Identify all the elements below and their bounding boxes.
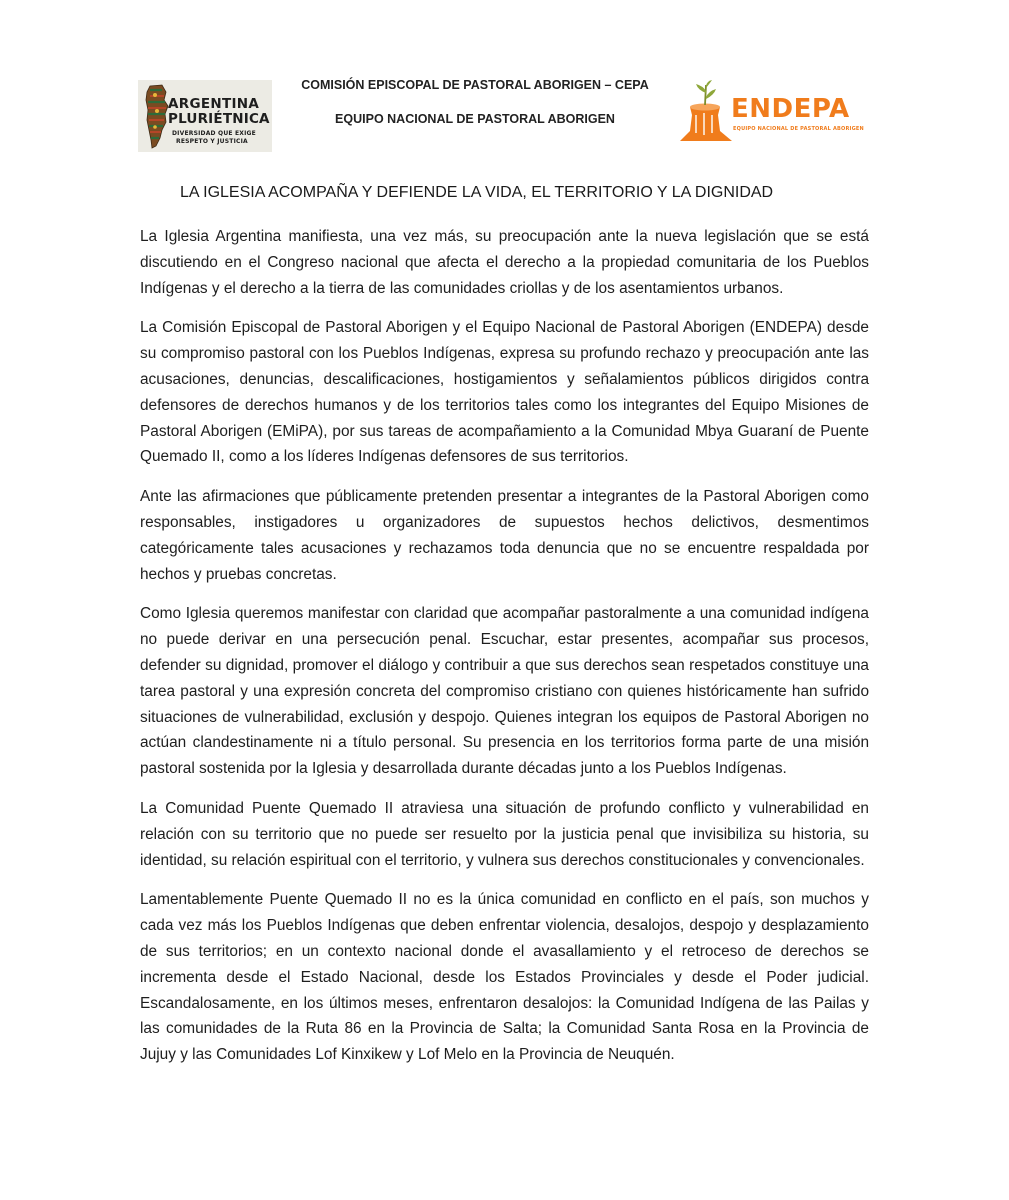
paragraph-3: Ante las afirmaciones que públicamente pretenden presentar a integrantes de la Pastoral Aborigen como responsables, instigadores u organizadores de supuestos hechos delictivos, desmentimos categóricamente tales acusaciones y rechazamos toda denuncia que no se encuentre respaldada por hechos y pruebas concretas. — [140, 488, 869, 583]
paragraph-6: Lamentablemente Puente Quemado II no es la única comunidad en conflicto en el país, son muchos y cada vez más los Pueblos Indígenas que deben enfrentar violencia, desalojos, despojo y desplazamiento de sus territorios; en un contexto nacional donde el avasallamiento y el retroceso de derechos se incrementa desde el Estado Nacional, desde los Estados Provinciales y desde el Poder judicial. Escandalosamente, en los últimos meses, enfrentaron desalojos: la Comunidad Indígena de las Pailas y las comunidades de la Ruta 86 en la Provincia de Salta; la Comunidad Santa Rosa en la Provincia de Jujuy y las Comunidades Lof Kinxikew y Lof Melo en la Provincia de Neuquén. — [140, 891, 869, 1064]
document-body — [140, 224, 869, 1082]
paragraph-2: La Comisión Episcopal de Pastoral Aborigen y el Equipo Nacional de Pastoral Aborigen (ENDEPA) desde su compromiso pastoral con los Pueblos Indígenas, expresa su profundo rechazo y preocupación ante las acusaciones, denuncias, descalificaciones, hostigamientos y señalamientos públicos dirigidos contra defensores de derechos humanos y de los territorios tales como los integrantes del Equipo Misiones de Pastoral Aborigen (EMiPA), por sus tareas de acompañamiento a la Comunidad Mbya Guaraní de Puente Quemado II, como a los líderes Indígenas defensores de sus territorios. — [140, 319, 869, 466]
paragraph-4: Como Iglesia queremos manifestar con claridad que acompañar pastoralmente a una comunidad indígena no puede derivar en una persecución penal. Escuchar, estar presentes, acompañar sus procesos, defender su dignidad, promover el diálogo y contribuir a que sus derechos sean respetados constituye una tarea pastoral y una expresión concreta del compromiso cristiano con quienes históricamente han sufrido situaciones de vulnerabilidad, exclusión y despojo. Quienes integran los equipos de Pastoral Aborigen no actúan clandestinamente ni a título personal. Su presencia en los territorios forma parte de una misión pastoral sostenida por la Iglesia y desarrollada durante décadas junto a los Pueblos Indígenas. — [140, 605, 869, 778]
header-organization-line: COMISIÓN EPISCOPAL DE PASTORAL ABORIGEN – CEPA — [301, 78, 649, 92]
document-title: LA IGLESIA ACOMPAÑA Y DEFIENDE LA VIDA, EL TERRITORIO Y LA DIGNIDAD — [180, 184, 774, 201]
logo-title-line2: PLURIÉTNICA — [168, 111, 270, 127]
logo-tagline-line1: DIVERSIDAD QUE EXIGE — [172, 130, 256, 137]
endepa-name: ENDEPA — [731, 94, 850, 124]
header-team-line: EQUIPO NACIONAL DE PASTORAL ABORIGEN — [335, 112, 615, 126]
paragraph-1: La Iglesia Argentina manifiesta, una vez más, su preocupación ante la nueva legislación que se está discutiendo en el Congreso nacional que afecta el derecho a la propiedad comunitaria de los Pueblos Indígenas y el derecho a la tierra de las comunidades criollas y de los asentamientos urbanos. — [140, 228, 869, 297]
endepa-logo — [676, 79, 864, 145]
endepa-subtitle: EQUIPO NACIONAL DE PASTORAL ABORIGEN — [733, 126, 864, 132]
logo-title-line1: ARGENTINA — [168, 96, 260, 112]
logo-tagline-line2: RESPETO Y JUSTICIA — [176, 138, 248, 145]
tree-stump-sprout-icon — [676, 79, 736, 145]
argentina-pluriethnic-logo — [138, 80, 272, 152]
paragraph-5: La Comunidad Puente Quemado II atraviesa una situación de profundo conflicto y vulnerabilidad en relación con su territorio que no puede ser resuelto por la justicia penal que invisibiliza su historia, su identidad, su relación espiritual con el territorio, y vulnera sus derechos constitucionales y convencionales. — [140, 799, 869, 869]
